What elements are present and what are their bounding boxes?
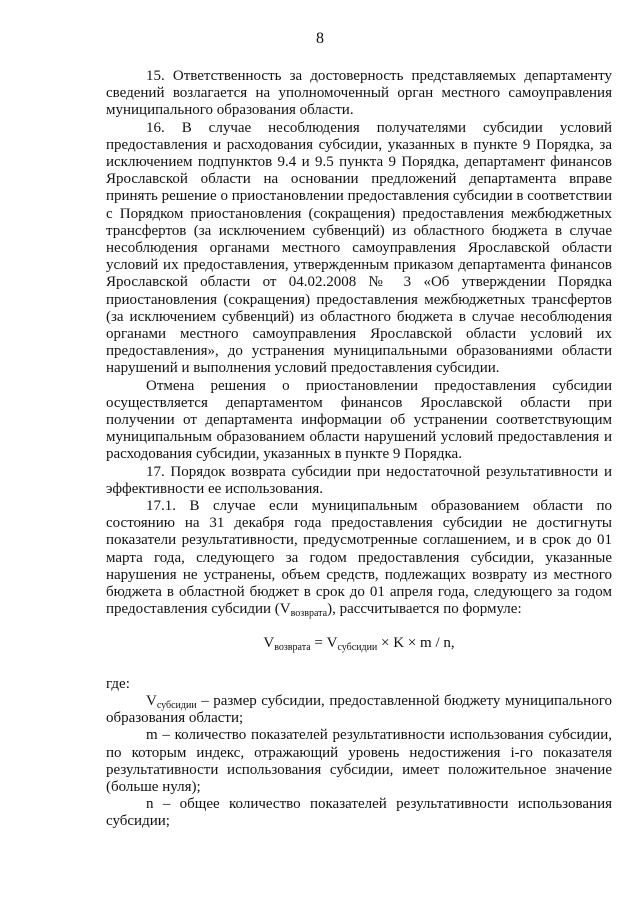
paragraph-cancellation: Отмена решения о приостановлении предоставления субсидии осуществляется департаментом финансов Ярославской области при получении от департамента информации об устранении соответствующим муниципальным образованием области нарушений условий предоставления и расходования субсидии, указанных в пункте 9 Порядка. bbox=[106, 377, 612, 463]
paragraph-17-1-end: ), рассчитывается по формуле: bbox=[327, 601, 522, 618]
def-v-subscript: субсидии bbox=[156, 699, 197, 711]
paragraph-15: 15. Ответственность за достоверность представляемых департаменту сведений возлагается на уполномоченный орган местного самоуправления муниципального образования области. bbox=[106, 68, 612, 119]
def-v-symbol: V bbox=[146, 692, 157, 709]
formula-sub-subsidy: субсидии bbox=[337, 641, 378, 653]
where-label: где: bbox=[106, 675, 130, 692]
formula-rest: × K × m / n, bbox=[377, 634, 455, 651]
def-v-text: – размер субсидии, предоставленной бюджету муниципального образования области; bbox=[106, 692, 612, 727]
paragraph-16: 16. В случае несоблюдения получателями субсидии условий предоставления и расходования субсидии, указанных в пункте 9 Порядка, за исключением подпунктов 9.4 и 9.5 пункта 9 Порядка, департамент финансов Ярославской области на основании предложений департамента вправе принять решение о приостановлении предоставления субсидии в соответствии с Порядком приостановления (сокращения) предоставления межбюджетных трансфертов (за исключением субвенций) из областного бюджета в случае несоблюдения органами местного самоуправления Ярославской области условий их предоставления, утвержденным приказом департамента финансов Ярославской области от 04.02.2008 № 3 «Об утверждении Порядка приостановления (сокращения) предоставления межбюджетных трансфертов (за исключением субвенций) из областного бюджета в случае несоблюдения органами местного самоуправления Ярославской области условий их предоставления», до устранения муниципальными образованиями области нарушений и выполнения условий предоставления субсидии. bbox=[106, 119, 612, 377]
page-number: 8 bbox=[316, 30, 324, 47]
paragraph-17-1-text: 17.1. В случае если муниципальным образованием области по состоянию на 31 декабря года предоставления субсидии не достигнуты показатели результативности, предусмотренные соглашением, и в срок до 01 марта года, следующего за годом предоставления субсидии, указанные нарушения не устранены, объем средств, подлежащих возврату из местного бюджета в областной бюджет в срок до 01 апреля года, следующего за годом предоставления субсидии ( bbox=[106, 498, 612, 618]
paragraph-17-1 bbox=[106, 498, 612, 618]
v-subscript: возврата bbox=[290, 608, 328, 620]
formula-sub-return: возврата bbox=[274, 641, 311, 653]
definition-n: n – общее количество показателей результативности использования субсидии; bbox=[106, 796, 612, 830]
v-symbol: V bbox=[279, 601, 291, 618]
formula-v: V bbox=[263, 634, 275, 651]
document-body bbox=[106, 68, 612, 831]
definition-m: m – количество показателей результативности использования субсидии, по которым индекс, отражающий уровень недостижения i-го показателя результативности использования субсидии, имеет положительное значение (больше нуля); bbox=[106, 727, 612, 795]
formula bbox=[106, 635, 612, 652]
definition-v-subsidy bbox=[106, 693, 612, 727]
paragraph-17: 17. Порядок возврата субсидии при недостаточной результативности и эффективности ее использования. bbox=[106, 463, 612, 497]
formula-equals-v: = V bbox=[310, 634, 338, 651]
